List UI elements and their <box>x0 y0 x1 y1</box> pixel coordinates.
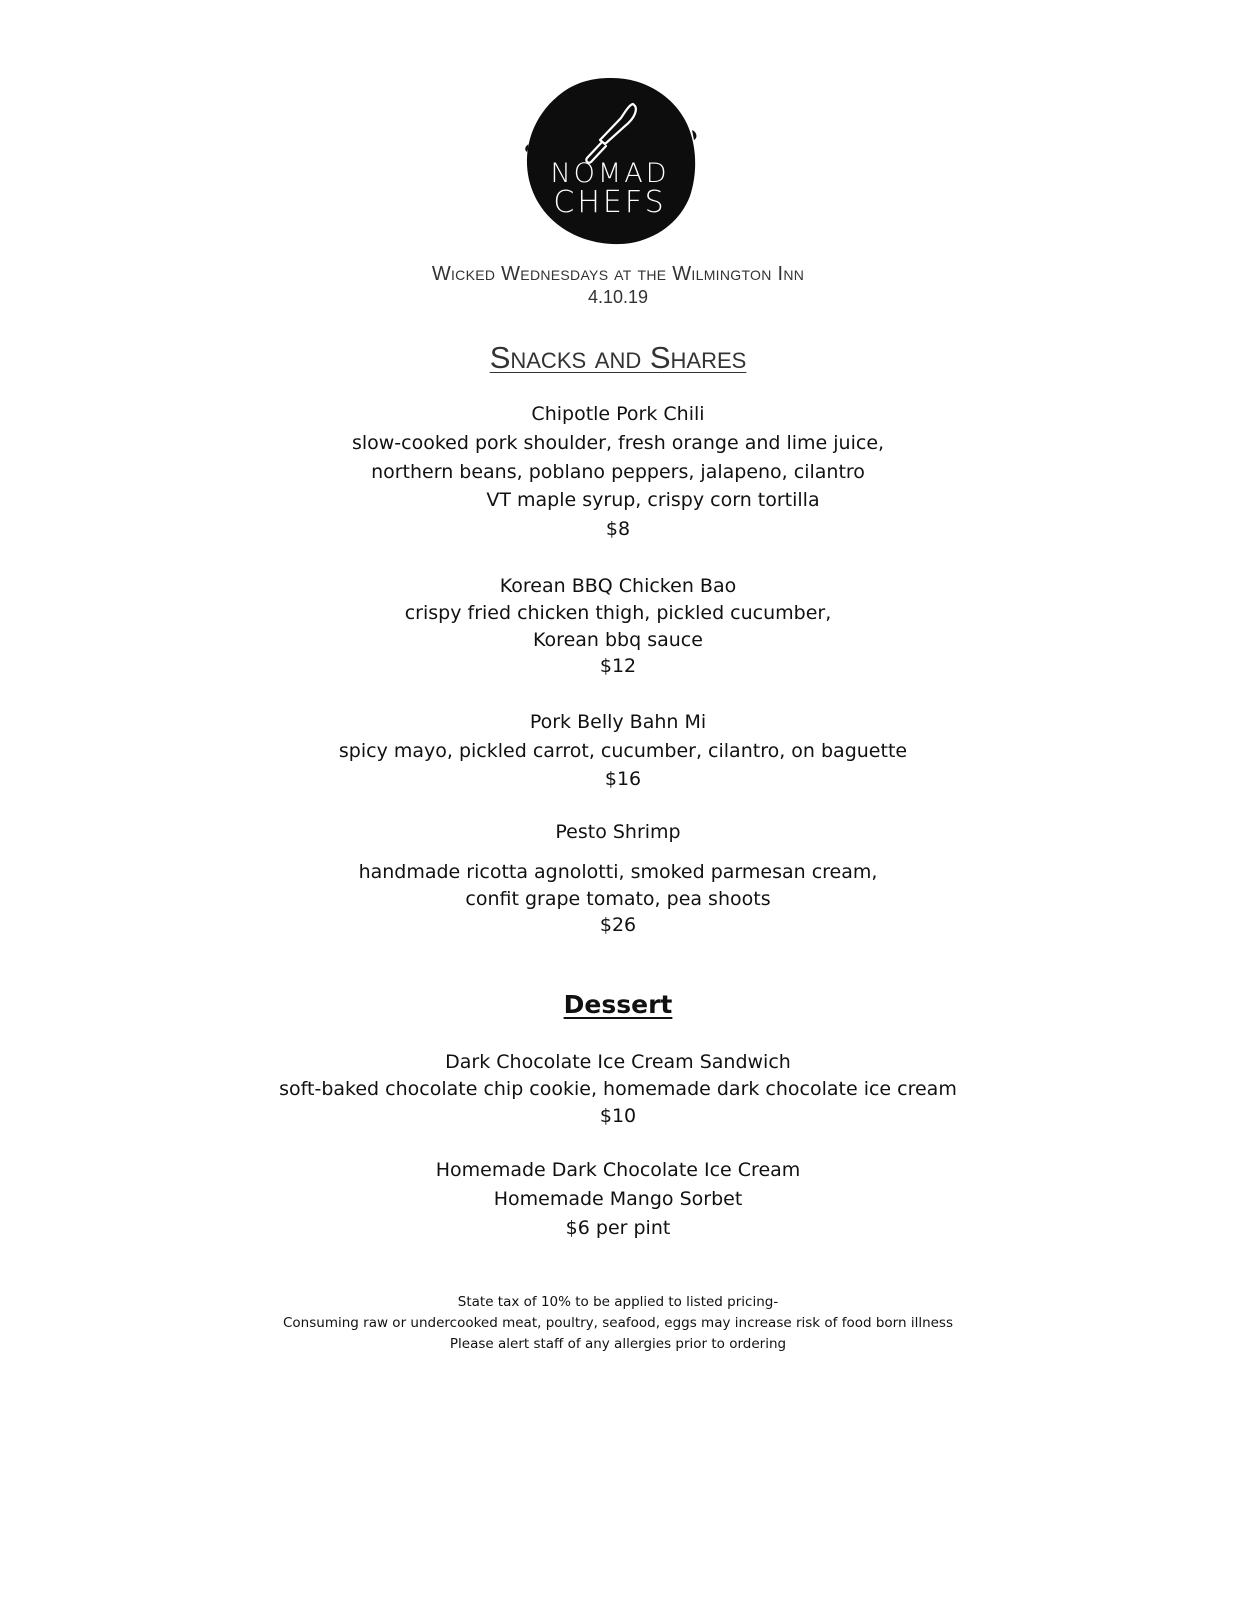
menu-item-name: Korean BBQ Chicken Bao <box>499 575 737 597</box>
menu-item-price: $10 <box>599 1105 637 1127</box>
menu-item-description: handmade ricotta agnolotti, smoked parmesan cream, <box>358 861 878 883</box>
menu-item-description: crispy fried chicken thigh, pickled cucumber, <box>404 602 832 624</box>
event-date: 4.10.19 <box>587 287 649 307</box>
section-heading-dessert: Dessert <box>563 990 673 1019</box>
footer-note-tax: State tax of 10% to be applied to listed pricing- <box>457 1294 779 1310</box>
footer-note-food-safety: Consuming raw or undercooked meat, poultry, seafood, eggs may increase risk of food born illness <box>283 1315 953 1331</box>
menu-item-description: VT maple syrup, crispy corn tortilla <box>486 489 820 511</box>
menu-item-price: $26 <box>599 914 637 936</box>
logo-line1: NOMAD <box>550 158 670 189</box>
menu-item-description: spicy mayo, pickled carrot, cucumber, cilantro, on baguette <box>338 740 908 762</box>
logo-graphic <box>521 74 699 246</box>
menu-item-description: Homemade Mango Sorbet <box>493 1188 743 1210</box>
menu-item-description: soft-baked chocolate chip cookie, homemade dark chocolate ice cream <box>279 1078 957 1100</box>
menu-item-price: $6 per pint <box>565 1217 671 1239</box>
menu-item-description: Korean bbq sauce <box>533 629 703 651</box>
nomad-chefs-logo <box>521 74 699 246</box>
footer-note-allergies: Please alert staff of any allergies prior to ordering <box>449 1336 787 1352</box>
menu-item-name: Pesto Shrimp <box>555 821 681 843</box>
menu-item-name: Dark Chocolate Ice Cream Sandwich <box>445 1051 791 1073</box>
logo-line2: CHEFS <box>553 185 667 220</box>
section-heading-snacks: Snacks and Shares <box>489 340 747 375</box>
menu-item-description: confit grape tomato, pea shoots <box>465 888 771 910</box>
menu-item-description: slow-cooked pork shoulder, fresh orange and lime juice, <box>351 432 885 454</box>
menu-item-price: $12 <box>599 655 637 677</box>
menu-item-name: Chipotle Pork Chili <box>531 403 705 425</box>
menu-item-price: $8 <box>605 518 631 540</box>
menu-item-price: $16 <box>604 768 642 790</box>
menu-item-name: Homemade Dark Chocolate Ice Cream <box>435 1159 801 1181</box>
menu-item-name: Pork Belly Bahn Mi <box>529 711 707 733</box>
event-title: Wicked Wednesdays at the Wilmington Inn <box>431 263 805 285</box>
menu-item-description: northern beans, poblano peppers, jalapeno, cilantro <box>371 461 865 483</box>
